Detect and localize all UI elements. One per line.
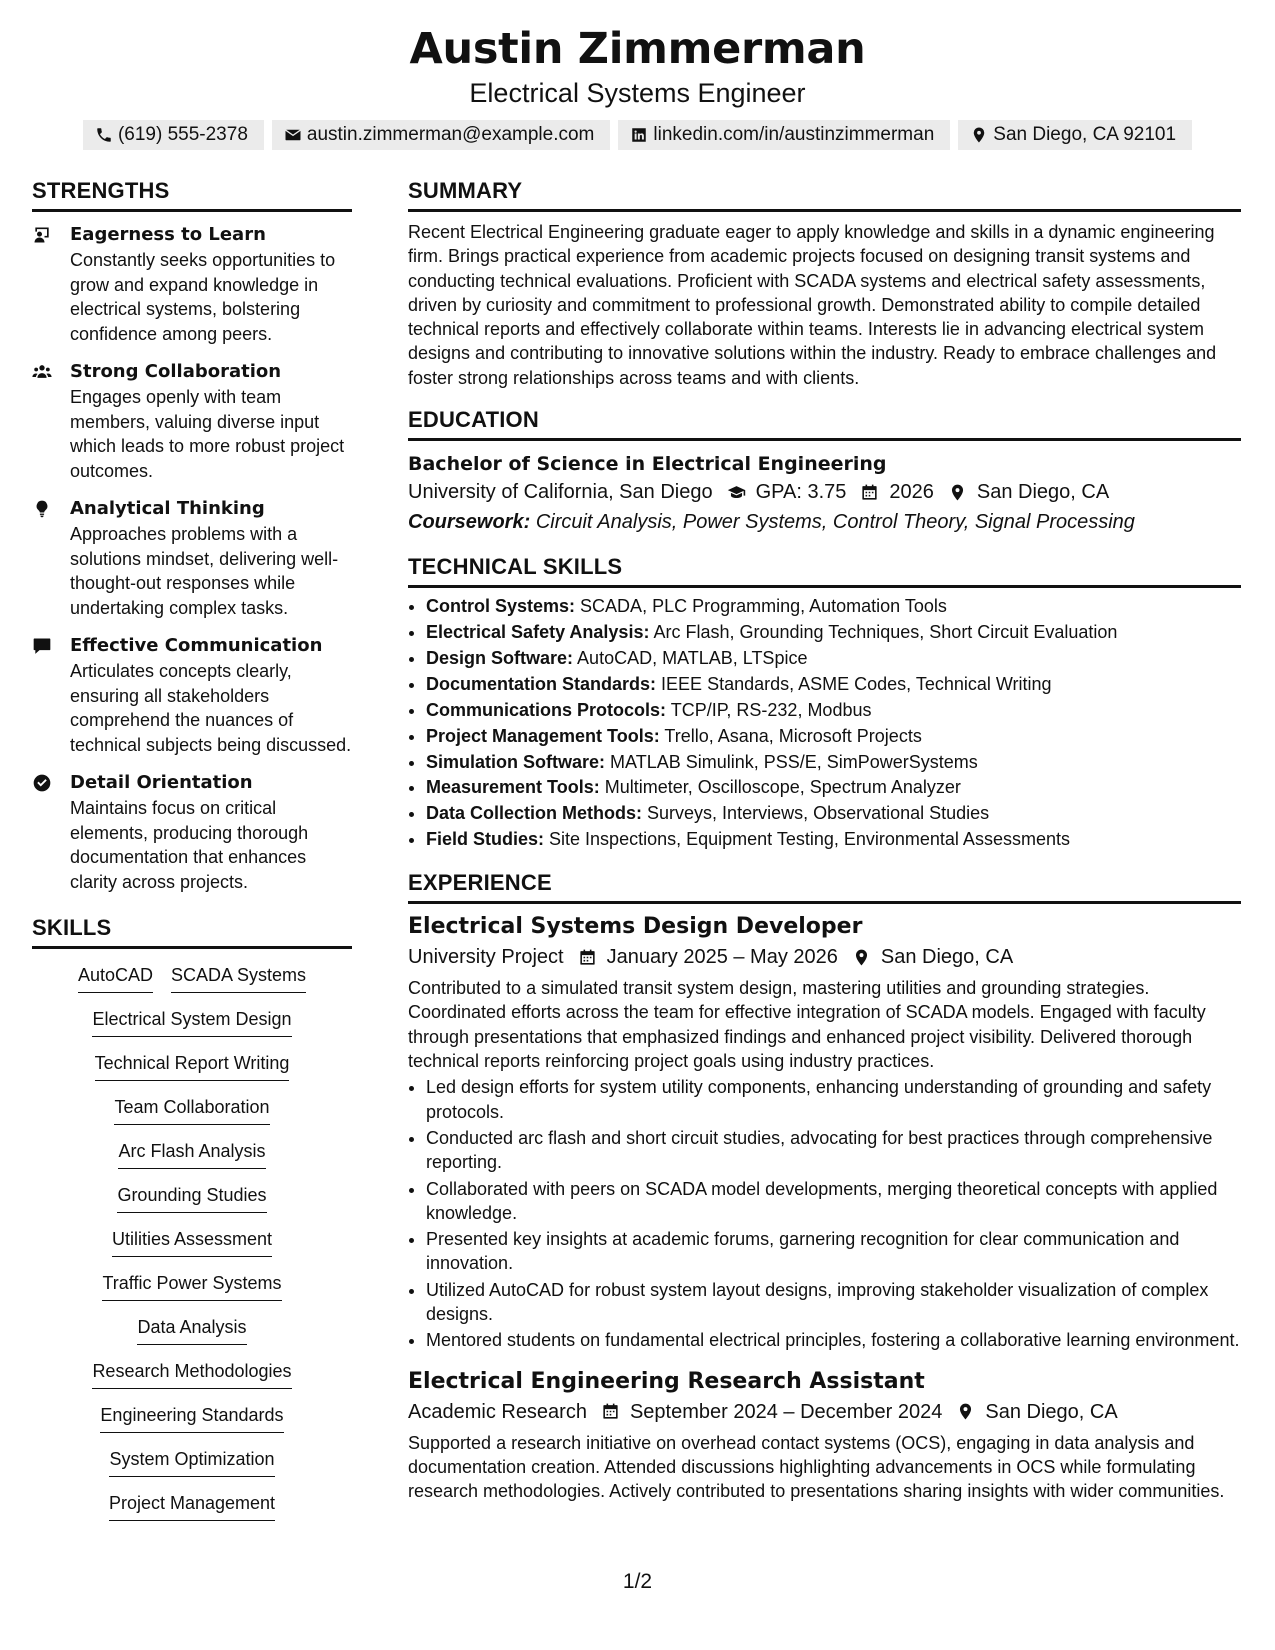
technical-skill-label: Electrical Safety Analysis: — [426, 621, 650, 642]
skill-tag: Traffic Power Systems — [102, 1271, 281, 1301]
skill-tag: SCADA Systems — [171, 963, 306, 993]
skill-tag: Technical Report Writing — [95, 1051, 290, 1081]
strengths-list — [32, 222, 352, 894]
contact-location — [958, 120, 1192, 150]
skill-tag: Research Methodologies — [92, 1359, 291, 1389]
technical-skill-item — [426, 724, 1241, 750]
technical-skill-item — [426, 672, 1241, 698]
calendar-icon — [578, 948, 597, 967]
skill-tag: Grounding Studies — [117, 1183, 266, 1213]
calendar-icon — [860, 483, 879, 502]
contact-linkedin-text: linkedin.com/in/austinzimmerman — [653, 124, 935, 145]
job-organization: University Project — [408, 946, 564, 969]
technical-skill-item — [426, 594, 1241, 620]
experience-section — [408, 869, 1241, 1503]
skill-tag: Data Analysis — [137, 1315, 246, 1345]
technical-skill-value: Surveys, Interviews, Observational Studies — [647, 803, 990, 824]
job-bullet: • Led design efforts for system utility components, enhancing understanding of grounding and safety protocols. — [426, 1075, 1241, 1124]
job-entry — [408, 912, 1241, 1352]
skill-tag: AutoCAD — [78, 963, 153, 993]
contact-location-text: San Diego, CA 92101 — [993, 124, 1177, 145]
linkedin-icon — [630, 126, 648, 144]
strength-title: Analytical Thinking — [70, 498, 265, 519]
teacher-icon — [32, 225, 52, 245]
map-pin-icon — [970, 126, 988, 144]
skills-list — [32, 963, 352, 1535]
technical-skill-label: Measurement Tools: — [426, 777, 600, 798]
map-pin-icon — [948, 483, 967, 502]
technical-skills-list — [408, 594, 1241, 853]
technical-skill-item — [426, 801, 1241, 827]
coursework-text: Circuit Analysis, Power Systems, Control Theory, Signal Processing — [535, 511, 1135, 534]
technical-skill-label: Project Management Tools: — [426, 725, 660, 746]
comment-icon — [32, 636, 52, 656]
skill-tag: Engineering Standards — [100, 1403, 283, 1433]
job-meta — [408, 1397, 1241, 1427]
job-title: Electrical Engineering Research Assistant — [408, 1368, 925, 1394]
job-location: San Diego, CA — [880, 946, 1014, 969]
job-bullet: • Mentored students on fundamental electrical principles, fostering a collaborative learning environment. — [426, 1328, 1241, 1352]
strengths-heading: STRENGTHS — [32, 177, 352, 212]
candidate-role: Electrical Systems Engineer — [469, 78, 806, 108]
strength-description: Articulates concepts clearly, ensuring all stakeholders comprehend the nuances of technical subjects being discussed. — [70, 661, 352, 755]
strength-description: Engages openly with team members, valuing diverse input which leads to more robust project outcomes. — [70, 387, 345, 481]
job-bullet: • Presented key insights at academic forums, garnering recognition for clear communication and innovation. — [426, 1227, 1241, 1276]
school-name: University of California, San Diego — [408, 481, 713, 504]
lightbulb-icon — [32, 499, 52, 519]
strength-item — [32, 359, 352, 483]
calendar-icon — [601, 1402, 620, 1421]
technical-skill-value: Multimeter, Oscilloscope, Spectrum Analyzer — [604, 777, 961, 798]
skill-tag: Team Collaboration — [114, 1095, 269, 1125]
technical-skills-heading: TECHNICAL SKILLS — [408, 553, 1241, 588]
summary-text: Recent Electrical Engineering graduate eager to apply knowledge and skills in a dynamic engineering firm. Brings practical experience from academic projects focused on designing transit systems and conducting technical evaluations. Proficient with SCADA systems and electrical safety assessments, driven by curiosity and commitment to professional growth. Demonstrated ability to compile detailed technical reports and effectively collaborate within teams. Interests lie in advancing electrical system designs and contributing to innovative solutions within the industry. Ready to embrace challenges and foster strong relationships across teams and with clients. — [408, 222, 1217, 388]
technical-skill-item — [426, 775, 1241, 801]
technical-skill-item — [426, 646, 1241, 672]
graduation-year: 2026 — [889, 481, 934, 504]
skills-heading: SKILLS — [32, 914, 352, 949]
technical-skills-section — [408, 553, 1241, 853]
coursework-label: Coursework: — [408, 511, 531, 534]
technical-skill-label: Field Studies: — [426, 829, 545, 850]
page-number: 1/2 — [622, 1570, 653, 1593]
strength-title: Eagerness to Learn — [70, 224, 266, 245]
strength-description: Constantly seeks opportunities to grow and expand knowledge in electrical systems, bolstering confidence among peers. — [70, 250, 336, 344]
degree-title: Bachelor of Science in Electrical Engineering — [408, 453, 887, 476]
job-dates: September 2024 – December 2024 — [629, 1400, 943, 1423]
strength-description: Maintains focus on critical elements, producing thorough documentation that enhances clarity across projects. — [70, 798, 309, 892]
technical-skill-item — [426, 827, 1241, 853]
job-bullet: • Utilized AutoCAD for robust system layout designs, improving stakeholder visualization of complex designs. — [426, 1278, 1241, 1327]
technical-skill-value: AutoCAD, MATLAB, LTSpice — [577, 647, 808, 668]
envelope-icon — [284, 126, 302, 144]
skill-tag: System Optimization — [109, 1447, 274, 1477]
graduation-cap-icon — [727, 483, 746, 502]
education-section — [408, 406, 1241, 537]
gpa-value: GPA: 3.75 — [755, 481, 847, 504]
skill-tag: Electrical System Design — [92, 1007, 291, 1037]
education-heading: EDUCATION — [408, 406, 1241, 441]
check-circle-icon — [32, 773, 52, 793]
strength-title: Effective Communication — [70, 635, 323, 656]
technical-skill-value: SCADA, PLC Programming, Automation Tools — [580, 596, 947, 617]
technical-skill-item — [426, 620, 1241, 646]
technical-skill-label: Communications Protocols: — [426, 699, 667, 720]
skill-tag: Utilities Assessment — [112, 1227, 272, 1257]
summary-heading: SUMMARY — [408, 177, 1241, 212]
technical-skill-label: Control Systems: — [426, 596, 576, 617]
technical-skill-item — [426, 750, 1241, 776]
technical-skill-label: Design Software: — [426, 647, 574, 668]
strength-title: Strong Collaboration — [70, 361, 282, 382]
experience-heading: EXPERIENCE — [408, 869, 1241, 904]
technical-skill-value: Trello, Asana, Microsoft Projects — [664, 725, 922, 746]
technical-skill-value: TCP/IP, RS-232, Modbus — [670, 699, 872, 720]
job-bullet: • Conducted arc flash and short circuit studies, advocating for best practices through comprehensive reporting. — [426, 1126, 1241, 1175]
strength-item — [32, 222, 352, 346]
strength-title: Detail Orientation — [70, 772, 253, 793]
job-title: Electrical Systems Design Developer — [408, 914, 863, 940]
right-column — [408, 177, 1241, 1503]
strength-item — [32, 496, 352, 620]
candidate-name: Austin Zimmerman — [409, 24, 866, 74]
job-dates: January 2025 – May 2026 — [606, 946, 838, 969]
education-meta — [408, 477, 1241, 507]
coursework-line — [408, 507, 1241, 537]
contact-bar — [0, 120, 1275, 150]
job-organization: Academic Research — [408, 1400, 587, 1423]
contact-email[interactable] — [272, 120, 611, 150]
contact-email-text: austin.zimmerman@example.com — [306, 124, 595, 145]
skill-tag: Project Management — [109, 1491, 275, 1521]
technical-skill-value: Site Inspections, Equipment Testing, Environmental Assessments — [549, 829, 1070, 850]
strength-item — [32, 770, 352, 894]
job-bullets — [408, 1075, 1241, 1352]
strength-description: Approaches problems with a solutions mindset, delivering well-thought-out responses while undertaking complex tasks. — [70, 524, 339, 618]
job-bullet: • Collaborated with peers on SCADA model developments, merging theoretical concepts with applied knowledge. — [426, 1177, 1241, 1226]
technical-skill-value: IEEE Standards, ASME Codes, Technical Writing — [661, 673, 1052, 694]
job-summary: Contributed to a simulated transit system design, mastering utilities and grounding strategies. Coordinated efforts across the team for effective integration of SCADA models. Engaged with faculty through presentations that emphasized findings and enhanced project visibility. Delivered thorough technical reports reinforcing project goals using industry practices. — [408, 978, 1206, 1072]
skill-tag: Arc Flash Analysis — [118, 1139, 265, 1169]
technical-skill-item — [426, 698, 1241, 724]
contact-phone-text: (619) 555-2378 — [117, 124, 248, 145]
contact-phone[interactable] — [83, 120, 264, 150]
technical-skill-value: MATLAB Simulink, PSS/E, SimPowerSystems — [610, 751, 978, 772]
phone-icon — [95, 126, 113, 144]
left-column — [32, 177, 352, 1535]
job-location: San Diego, CA — [985, 1400, 1118, 1423]
technical-skill-label: Data Collection Methods: — [426, 803, 643, 824]
technical-skill-value: Arc Flash, Grounding Techniques, Short Circuit Evaluation — [653, 621, 1118, 642]
job-summary: Supported a research initiative on overhead contact systems (OCS), engaging in data analysis and documentation creation. Attended discussions highlighting advancements in OCS while formulating research methodologies. Actively contributed to presentations sharing insights with wider communities. — [408, 1432, 1225, 1502]
strength-item — [32, 633, 352, 757]
job-entry — [408, 1367, 1241, 1504]
resume-header — [0, 22, 1275, 150]
contact-linkedin[interactable] — [618, 120, 950, 150]
map-pin-icon — [852, 948, 871, 967]
users-icon — [32, 362, 52, 382]
education-location: San Diego, CA — [976, 481, 1110, 504]
job-meta — [408, 942, 1241, 972]
technical-skill-label: Simulation Software: — [426, 751, 606, 772]
map-pin-icon — [956, 1402, 975, 1421]
technical-skill-label: Documentation Standards: — [426, 673, 657, 694]
